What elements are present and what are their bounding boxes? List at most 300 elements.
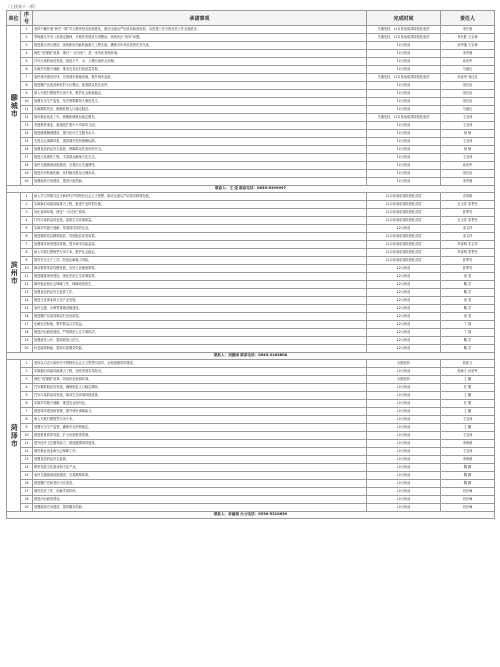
completion-time: 长期坚持 [367,376,441,384]
table-row [7,496,495,504]
completion-time: 12月底前 [367,432,441,440]
completion-time: 12月底前 [367,42,441,50]
row-number: 8 [21,82,33,90]
responsible-person: 闫东峰 [441,504,495,512]
responsible-person: 魏 杰 [441,289,495,297]
commitment-text: 推进重点项目建设，加快新旧动能转换重大工程实施，确保全年项目投资任务完成。 [33,42,367,50]
table-row [7,448,495,456]
completion-time: 12月底前 [367,162,441,170]
table-row [7,345,495,353]
responsible-person: 王宝林 [441,154,495,162]
table-row [7,130,495,138]
row-number: 9 [21,257,33,265]
table-row [7,257,495,265]
commitment-text: 加强城市规划建设管理，提升城市功能品质。 [33,241,367,249]
header-resp: 责任人 [441,11,495,26]
contact-info: 联系人：李丽娟 办公电话：0530-5310659 [7,512,495,519]
responsible-person: 任 刚 [441,384,495,392]
commitment-text: 推进信访积案化解，及时解决群众合理诉求。 [33,170,367,178]
responsible-person: 魏 鹏 [441,464,495,472]
commitment-text: 推进健康滨州建设，深化医药卫生体制改革。 [33,273,367,281]
unit-cell: 滨州市 [7,193,21,353]
completion-time: 12月底前 [367,368,441,376]
commitment-text: 加强安全生产监管，确保安全形势稳定。 [33,424,367,432]
responsible-person: 宋玉祥 张季亮 [441,217,495,225]
table-row [7,201,495,209]
table-body [7,26,495,519]
responsible-person: 宋军继 王宝林 [441,42,495,50]
row-number: 2 [21,201,33,209]
completion-time: 12月底前取得阶段性成效 [367,201,441,209]
table-row [7,42,495,50]
table-row [7,488,495,496]
commitment-text: 推进精准扶贫精准脱贫，巩固脱贫攻坚成果。 [33,233,367,241]
commitment-text: 实施精准扶贫，确保贫困人口稳定脱贫。 [33,106,367,114]
commitment-text: 推进健康聊城建设，提升医疗卫生服务水平。 [33,130,367,138]
commitment-text: 完善社会保障体系，提高城乡居民保障标准。 [33,138,367,146]
continued-note: （上接第十一版） [6,4,38,9]
row-number: 17 [21,321,33,329]
responsible-person: 孙爱军 [441,58,495,66]
commitment-text: 加快交通基础设施建设，完善综合交通网络。 [33,162,367,170]
responsible-person: 刘 莹 [441,313,495,321]
table-row [7,416,495,424]
commitment-text: 实施乡村振兴战略，发展现代高效农业。 [33,225,367,233]
table-row [7,504,495,512]
completion-time: 12月底前 [367,273,441,281]
row-number: 19 [21,170,33,178]
completion-time: 12月底前 [367,313,441,321]
commitment-text: 加快交通、水利等基础设施建设。 [33,305,367,313]
table-row [7,241,495,249]
commitment-text: 深入学习贯彻习近平新时代中国特色社会主义思想，推动全面从严治党向纵深发展。 [33,193,367,201]
table-row [7,265,495,273]
responsible-person: 孙爱军 [441,162,495,170]
commitment-text: 加强政府自身建设，提高行政效能。 [33,178,367,186]
responsible-person: 张季亮 [441,257,495,265]
row-number: 2 [21,34,33,42]
commitment-text: 推动教育优质均衡发展，办好人民满意教育。 [33,265,367,273]
commitment-text: 加强安全生产监管，坚决遏制重特大事故发生。 [33,98,367,106]
row-number: 11 [21,440,33,448]
unit-cell: 菏泽市 [7,360,21,512]
responsible-person: 王 鹏 [441,376,495,384]
completion-time: 12月底前取得阶段性成效 [367,241,441,249]
table-row [7,305,495,313]
responsible-person: 佘春明 [441,193,495,201]
commitment-text: 推进棚户区改造和老旧小区整治，改善群众居住条件。 [33,82,367,90]
responsible-person: 李长胜 王宝林 [441,34,495,42]
row-number: 6 [21,233,33,241]
row-number: 11 [21,273,33,281]
table-row [7,424,495,432]
row-number: 13 [21,456,33,464]
table-row [7,329,495,337]
responsible-person: 魏 杰 [441,305,495,313]
commitment-text: 做好就业和社会保障工作，保障改善民生。 [33,281,367,289]
completion-time: 12月底前 [367,329,441,337]
row-number: 5 [21,392,33,400]
row-number: 1 [21,26,33,34]
row-number: 10 [21,432,33,440]
row-number: 5 [21,225,33,233]
completion-time: 12月底前 [367,456,441,464]
completion-time: 长期坚持，11月底前取得阶段性成效 [367,74,441,82]
completion-time: 12月底前 [367,345,441,353]
row-number: 8 [21,416,33,424]
commitment-text: 加快城市建设步伐，完善城市基础设施，提升城市品质。 [33,74,367,82]
completion-time: 12月底前取得阶段性成效 [367,217,441,225]
commitment-text: 推进教育改革发展，扩大优质教育资源。 [33,432,367,440]
table-row [7,440,495,448]
completion-time: 12月底前 [367,289,441,297]
commitment-text: 打好污染防治攻坚战，推进大气、水、土壤污染综合治理。 [33,58,367,66]
completion-time: 12月底前 [367,154,441,162]
table-row [7,376,495,384]
completion-time: 12月底前取得阶段性成效 [367,193,441,201]
responsible-person: 王宝林 [441,122,495,130]
commitment-text: 深化“放管服”改革，推行“一次办好”，进一步优化营商环境。 [33,50,367,58]
responsible-person: 张新文 孙爱军 [441,368,495,376]
commitment-text: 推进城市建设和管理，提升城市承载能力。 [33,408,367,416]
row-number: 16 [21,313,33,321]
completion-time: 12月底前取得阶段性成效 [367,257,441,265]
contact-row [7,353,495,360]
commitment-text: 加强食品药品安全监管工作。 [33,289,367,297]
completion-time: 12月底前 [367,66,441,74]
contact-row [7,512,495,519]
responsible-person: 徐 枫 [441,146,495,154]
responsible-person: 宋军继 [441,178,495,186]
completion-time: 12月底前 [367,496,441,504]
table-row [7,297,495,305]
completion-time: 12月底前 [367,265,441,273]
commitment-text: 优化营商环境，深化“一次办好”改革。 [33,209,367,217]
responsible-person: 李海燕 [441,440,495,448]
completion-time: 12月底前 [367,384,441,392]
completion-time: 12月底前 [367,464,441,472]
table-row [7,74,495,82]
responsible-person: 刘 莹 [441,273,495,281]
row-number: 5 [21,58,33,66]
table-row [7,122,495,130]
responsible-person: 徐 枫 [441,130,495,138]
table-row [7,456,495,464]
commitment-text: 深入开展扫黑除恶专项斗争，维护社会稳定。 [33,249,367,257]
completion-time: 长期坚持 [367,360,441,368]
completion-time: 12月底前 [367,138,441,146]
table-row [7,138,495,146]
responsible-person: 王 鹏 [441,408,495,416]
header-no: 序号 [21,11,33,26]
completion-time: 12月底前 [367,50,441,58]
completion-time: 12月底前 [367,130,441,138]
responsible-person: 宋玉祥 [441,225,495,233]
table-row [7,400,495,408]
commitment-text: 推进法治政府建设，严格规范公正文明执法。 [33,329,367,337]
responsible-person: 孙爱军 刘汉忠 [441,74,495,82]
row-number: 3 [21,376,33,384]
table-row [7,368,495,376]
contact-info: 联系人：王 莹 联系电话：0635-8399997 [7,186,495,193]
completion-time: 12月底前取得阶段性成效 [367,233,441,241]
responsible-person: 刘汉忠 [441,82,495,90]
table-row [7,106,495,114]
commitment-text: 推进棚户区改造和农村危房改造。 [33,313,367,321]
row-number: 18 [21,329,33,337]
table-row [7,273,495,281]
row-number: 1 [21,360,33,368]
row-number: 3 [21,209,33,217]
completion-time: 12月底前 [367,392,441,400]
responsible-person: 刘汉忠 [441,90,495,98]
table-row [7,162,495,170]
responsible-person: 刘汉忠 [441,170,495,178]
responsible-person: 李海燕 [441,456,495,464]
commitment-text: 抓好安全生产工作，防范化解重大风险。 [33,257,367,265]
completion-time: 12月底前 [367,472,441,480]
table-row [7,34,495,42]
row-number: 15 [21,305,33,313]
commitment-text: 深化“放管服”改革，持续优化营商环境。 [33,376,367,384]
header-time: 完成时间 [367,11,441,26]
table-row [7,249,495,257]
completion-time: 12月底前 [367,122,441,130]
commitment-text: 推进法治政府建设。 [33,496,367,504]
completion-time: 12月底前 [367,297,441,305]
table-row [7,480,495,488]
responsible-person: 魏 鹏 [441,480,495,488]
header-row [7,11,495,26]
row-number: 3 [21,42,33,50]
table-row [7,114,495,122]
responsible-person: 王宝林 [441,138,495,146]
table-row [7,66,495,74]
page [6,4,494,519]
responsible-person: 王 鹏 [441,424,495,432]
header-item: 承诺事项 [33,11,367,26]
completion-time: 12月底前 [367,480,441,488]
row-number: 15 [21,472,33,480]
responsible-person: 魏 杰 [441,281,495,289]
commitment-text: 推进棚户区和老旧小区改造。 [33,480,367,488]
commitment-text: 打好污染防治攻坚战，推动生态环境持续改善。 [33,392,367,400]
completion-time: 12月底前 [367,448,441,456]
completion-time: 长期坚持，11月底前取得阶段性成效 [367,34,441,42]
row-number: 19 [21,504,33,512]
commitment-text: 坚持以习近平新时代中国特色社会主义思想为指导，全面加强党的建设。 [33,360,367,368]
completion-time: 12月底前 [367,408,441,416]
table-row [7,154,495,162]
responsible-person: 宋玉祥 [441,233,495,241]
commitment-text: 深入开展扫黑除恶专项斗争。 [33,416,367,424]
completion-time: 12月底前 [367,305,441,313]
completion-time: 12月底前 [367,424,441,432]
completion-time: 12月底前 [367,440,441,448]
row-number: 20 [21,345,33,353]
row-number: 7 [21,241,33,249]
responsible-person: 张季亮 [441,209,495,217]
responsible-person: 王宝林 [441,114,495,122]
completion-time: 12月底前 [367,321,441,329]
row-number: 4 [21,384,33,392]
row-number: 14 [21,464,33,472]
commitment-text: 深入开展扫黑除恶专项斗争，维护社会和谐稳定。 [33,90,367,98]
responsible-person: 任 刚 [441,400,495,408]
commitment-text: 推进文化惠民工程，丰富群众精神文化生活。 [33,154,367,162]
responsible-person: 佘春明 宋玉祥 [441,241,495,249]
table-row [7,217,495,225]
responsible-person: 张新文 [441,360,495,368]
commitment-text: 打好污染防治攻坚战，改善生态环境质量。 [33,217,367,225]
row-number: 7 [21,74,33,82]
table-row [7,178,495,186]
commitment-text: 实施新旧动能转换重大工程，加快发展实体经济。 [33,368,367,376]
completion-time: 12月底前 [367,504,441,512]
row-number: 4 [21,217,33,225]
commitment-text: 转变政府职能，提高行政服务效能。 [33,345,367,353]
responsible-person: 魏 鹏 [441,472,495,480]
table-row [7,289,495,297]
row-number: 18 [21,496,33,504]
completion-time: 12月底前 [367,90,441,98]
table-row [7,98,495,106]
completion-time: 12月底前 [367,488,441,496]
table-row [7,464,495,472]
row-number: 10 [21,98,33,106]
completion-time: 12月底前 [367,58,441,66]
responsible-person: 丁 静 [441,329,495,337]
table-row [7,50,495,58]
responsible-person: 李长胜 [441,26,495,34]
commitment-text: 加强政府自身建设，提高服务效能。 [33,504,367,512]
commitment-text: 加强政务公开，提高政府公信力。 [33,337,367,345]
table-row [7,170,495,178]
completion-time: 12月底前 [367,337,441,345]
commitment-text: 贯彻落实中央八项规定精神，开展作风建设专项整治，持续纠正“四风”问题。 [33,34,367,42]
commitment-text: 做好就业创业和社会保障工作。 [33,448,367,456]
commitment-text: 加强食品药品安全监管。 [33,456,367,464]
table-row [7,281,495,289]
commitment-text: 提升医疗卫生服务能力，推进健康菏泽建设。 [33,440,367,448]
row-number: 6 [21,400,33,408]
row-number: 2 [21,368,33,376]
table-row [7,146,495,154]
commitment-text: 实施新旧动能转换重大工程，推进产业转型升级。 [33,201,367,209]
row-number: 11 [21,106,33,114]
completion-time: 12月底前取得阶段性成效 [367,209,441,217]
table-row [7,472,495,480]
completion-time: 12月底前 [367,416,441,424]
completion-time: 12月底前 [367,281,441,289]
row-number: 16 [21,146,33,154]
row-number: 13 [21,289,33,297]
row-number: 15 [21,138,33,146]
completion-time: 12月底前 [367,225,441,233]
row-number: 12 [21,448,33,456]
row-number: 4 [21,50,33,58]
commitment-text: 打好精准脱贫攻坚战，确保脱贫人口稳定增收。 [33,384,367,392]
commitment-text: 加快交通基础设施建设，完善路网体系。 [33,472,367,480]
row-number: 1 [21,193,33,201]
completion-time: 12月底前 [367,178,441,186]
completion-time: 12月底前 [367,170,441,178]
responsible-person: 丁 静 [441,321,495,329]
row-number: 14 [21,130,33,138]
completion-time: 12月底前 [367,146,441,154]
completion-time: 长期坚持，11月底前取得阶段性成效 [367,114,441,122]
row-number: 13 [21,122,33,130]
row-number: 12 [21,114,33,122]
responsible-person: 王 鹏 [441,392,495,400]
responsible-person: 魏 杰 [441,337,495,345]
commitment-text: 做好信访工作，化解矛盾纠纷。 [33,488,367,496]
completion-time: 12月底前 [367,98,441,106]
responsible-person: 魏 杰 [441,345,495,353]
completion-time: 12月底前 [367,82,441,90]
commitment-text: 加强食品药品安全监管，保障群众饮食用药安全。 [33,146,367,154]
commitment-text: 繁荣发展文化事业和文化产业。 [33,464,367,472]
table-row [7,233,495,241]
table-row [7,58,495,66]
commitment-text: 发展教育事业，新建改扩建中小学和幼儿园。 [33,122,367,130]
table-row [7,408,495,416]
responsible-person: 张季亮 [441,265,495,273]
row-number: 8 [21,249,33,257]
row-number: 9 [21,424,33,432]
completion-time: 12月底前 [367,106,441,114]
table-row [7,82,495,90]
row-number: 12 [21,281,33,289]
commitment-text: 化解信访积案，维护群众合法权益。 [33,321,367,329]
responsible-person: 马丽红 [441,106,495,114]
row-number: 16 [21,480,33,488]
responsible-person: 宋军继 [441,50,495,58]
commitment-text: 抓好就业创业工作，城镇新增就业稳定增长。 [33,114,367,122]
responsible-person: 闫东峰 [441,488,495,496]
commitment-text: 坚持不懈开展“两学一做”学习教育常态化制度化，推动全面从严治党向纵深发展，以党建工作引领各项工作全面进步。 [33,26,367,34]
table-row [7,209,495,217]
completion-time: 长期坚持，11月底前取得阶段性成效 [367,26,441,34]
completion-time: 12月底前 [367,400,441,408]
contact-info: 联系人：刘振国 联系电话：0543-3163808 [7,353,495,360]
table-row [7,432,495,440]
table-row [7,313,495,321]
row-number: 17 [21,488,33,496]
table-row [7,193,495,201]
responsible-person: 闫东峰 [441,496,495,504]
table-row [7,337,495,345]
responsible-person: 刘 莹 [441,297,495,305]
row-number: 9 [21,90,33,98]
commitment-text: 推进文化事业和文化产业发展。 [33,297,367,305]
responsible-person: 刘汉忠 [441,98,495,106]
row-number: 10 [21,265,33,273]
table-row [7,321,495,329]
row-number: 19 [21,337,33,345]
responsible-person: 王宝林 [441,432,495,440]
table-row [7,392,495,400]
commitment-table [6,10,495,519]
row-number: 6 [21,66,33,74]
row-number: 20 [21,178,33,186]
contact-row [7,186,495,193]
table-row [7,90,495,98]
completion-time: 12月底前取得阶段性成效 [367,249,441,257]
row-number: 18 [21,162,33,170]
responsible-person: 王宝林 [441,448,495,456]
row-number: 7 [21,408,33,416]
